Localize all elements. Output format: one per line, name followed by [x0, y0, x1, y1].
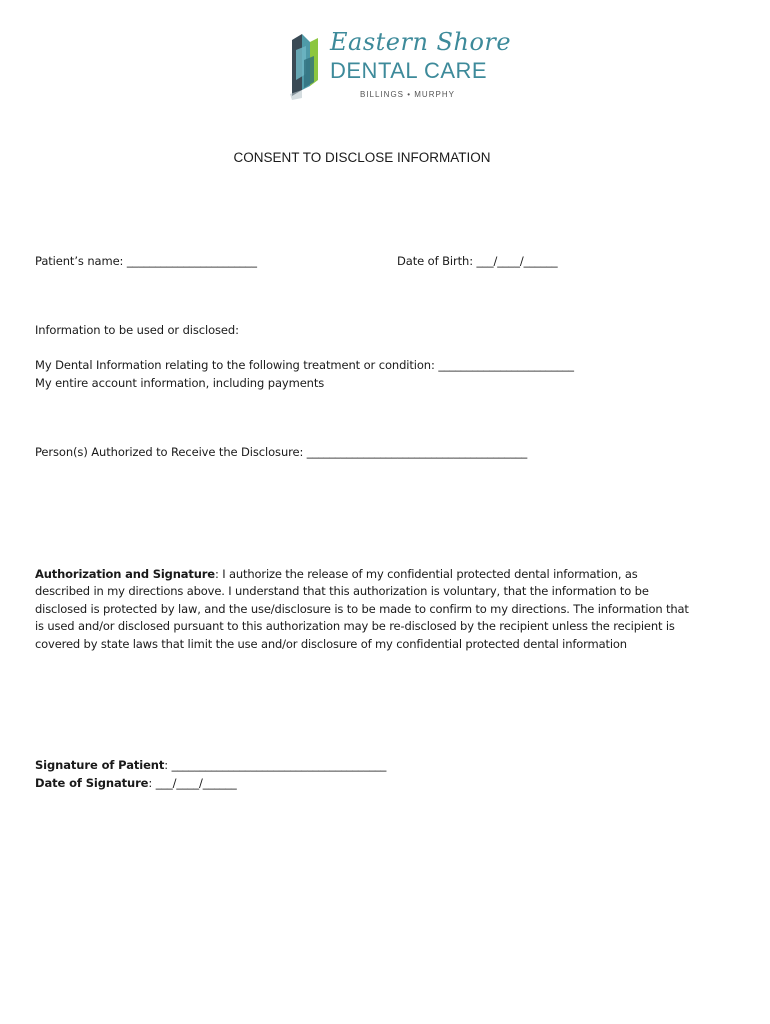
date-of-birth-field[interactable]: Date of Birth: ___/____/______ — [397, 254, 558, 268]
form-title: CONSENT TO DISCLOSE INFORMATION — [233, 150, 491, 165]
tooth-logo-icon — [286, 30, 322, 102]
patient-name-field[interactable]: Patient’s name: _______________________ — [35, 254, 257, 268]
authorization-label: Authorization and Signature — [35, 567, 215, 581]
logo-locations-text: BILLINGS • MURPHY — [360, 90, 455, 99]
logo-main-text: DENTAL CARE — [330, 58, 488, 83]
logo-script-text: Eastern Shore — [330, 28, 512, 56]
authorization-paragraph — [35, 566, 695, 653]
date-signature-label: Date of Signature — [35, 776, 149, 790]
authorization-text: : I authorize the release of my confidential protected dental information, as described in my directions above. I understand that this authorization is voluntary, that the information to be disclosed is protected by law, and the use/disclosure is to be made to confirm to my directions. The information that is used and/or disclosed pursuant to this authorization may be re-disclosed by the recipient unless the recipient is covered by state laws that limit the use and/or disclosure of my confidential protected dental information — [35, 567, 689, 651]
date-of-signature-field[interactable] — [35, 776, 237, 790]
signature-label: Signature of Patient — [35, 758, 165, 772]
clinic-logo — [286, 28, 512, 106]
date-signature-line: : ___/____/______ — [148, 776, 237, 790]
signature-field[interactable] — [35, 758, 386, 772]
account-info-line: My entire account information, including payments — [35, 376, 325, 390]
info-heading: Information to be used or disclosed: — [35, 323, 239, 337]
persons-authorized-field[interactable]: Person(s) Authorized to Receive the Disclosure: _______________________________________ — [35, 445, 528, 459]
dental-info-field[interactable]: My Dental Information relating to the following treatment or condition: ________________________ — [35, 358, 574, 372]
signature-line: : ______________________________________ — [164, 758, 387, 772]
